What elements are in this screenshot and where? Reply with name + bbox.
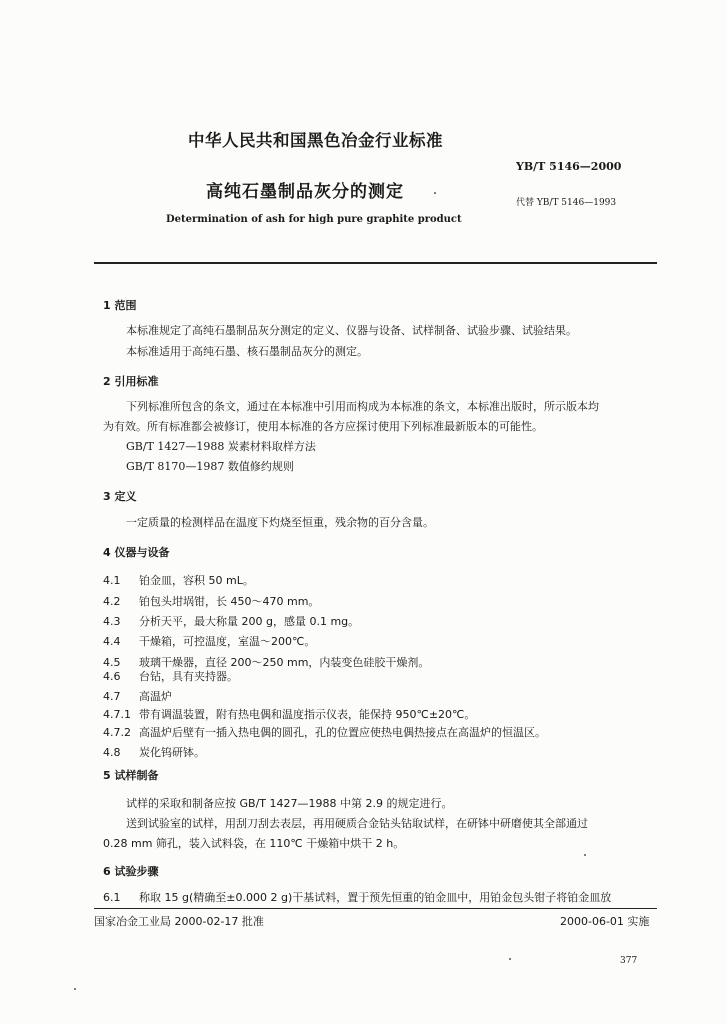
section-2-paragraph-line-2: 为有效。所有标准都会被修订，使用本标准的各方应探讨使用下列标准最新版本的可能性。 [103,420,543,433]
reference-standard-1: GB/T 1427—1988 炭素材料取样方法 [126,440,316,453]
section-5-heading: 5 试样制备 [103,769,159,782]
item-number: 4.6 [103,670,121,683]
item-number: 4.4 [103,635,121,648]
page-number: 377 [620,956,638,966]
item-text: 玻璃干燥器，直径 200～250 mm，内装变色硅胶干燥剂。 [139,656,430,669]
equipment-item [103,724,546,740]
item-number: 4.7 [103,690,121,703]
header-divider [94,262,657,264]
item-text: 台钻，具有夹持器。 [139,670,238,683]
equipment-item [103,744,205,760]
section-2-paragraph-line-1: 下列标准所包含的条文，通过在本标准中引用而构成为本标准的条文，本标准出版时，所示版本均 [126,400,599,413]
item-text: 高温炉后壁有一插入热电偶的圆孔，孔的位置应使热电偶热接点在高温炉的恒温区。 [139,726,546,739]
item-text: 铂金皿，容积 50 mL。 [139,574,254,587]
scan-speck [584,854,586,856]
item-number: 4.3 [103,615,121,628]
equipment-item [103,572,254,588]
item-text: 铂包头坩埚钳，长 450～470 mm。 [139,595,320,608]
scan-speck [74,988,76,990]
item-text: 高温炉 [139,690,172,703]
item-number: 4.7.1 [103,708,131,721]
equipment-item [103,613,359,629]
section-5-paragraph-1: 试样的采取和制备应按 GB/T 1427—1988 中第 2.9 的规定进行。 [126,797,453,810]
step-6-1 [103,889,611,905]
item-number: 4.1 [103,574,121,587]
approval-date: 国家冶金工业局 2000-02-17 批准 [94,915,264,928]
section-5-paragraph-2-line-2: 0.28 mm 筛孔，装入试料袋，在 110℃ 干燥箱中烘干 2 h。 [103,837,405,850]
national-standard-heading: 中华人民共和国黑色冶金行业标准 [188,131,443,150]
step-number: 6.1 [103,891,121,904]
scan-speck [509,958,511,960]
section-6-heading: 6 试验步骤 [103,865,159,878]
replaces-standard: 代替 YB/T 5146—1993 [516,198,617,208]
equipment-item [103,668,238,684]
section-1-heading: 1 范围 [103,299,137,312]
section-4-heading: 4 仪器与设备 [103,546,170,559]
item-number: 4.5 [103,656,121,669]
item-text: 分析天平，最大称量 200 g，感量 0.1 mg。 [139,615,360,628]
standard-number: YB/T 5146—2000 [516,160,622,173]
implementation-date: 2000-06-01 实施 [560,915,650,928]
item-number: 4.8 [103,746,121,759]
item-number: 4.2 [103,595,121,608]
equipment-item [103,593,319,609]
step-text: 称取 15 g(精确至±0.000 2 g)干基试料，置于预先恒重的铂金皿中，用铂金包头钳子将铂金皿放 [139,891,612,904]
section-3-heading: 3 定义 [103,490,137,503]
footer-divider [94,908,657,909]
item-number: 4.7.2 [103,726,131,739]
document-title: 高纯石墨制品灰分的测定 [206,182,404,202]
section-2-heading: 2 引用标准 [103,375,159,388]
section-3-paragraph: 一定质量的检测样品在温度下灼烧至恒重，残余物的百分含量。 [126,516,434,529]
section-1-paragraph-2: 本标准适用于高纯石墨、核石墨制品灰分的测定。 [126,345,368,358]
item-text: 干燥箱，可控温度，室温～200℃。 [139,635,316,648]
equipment-item [103,688,172,704]
scan-speck [434,192,436,194]
item-text: 带有调温装置，附有热电偶和温度指示仪表，能保持 950℃±20℃。 [139,708,476,721]
item-text: 炭化钨研钵。 [139,746,205,759]
reference-standard-2: GB/T 8170—1987 数值修约规则 [126,460,294,473]
equipment-item [103,706,475,722]
equipment-item [103,633,315,649]
english-title: Determination of ash for high pure graphite product [166,214,462,225]
section-5-paragraph-2-line-1: 送到试验室的试样，用刮刀刮去表层，再用硬质合金钻头钻取试样，在研钵中研磨使其全部通过 [126,817,588,830]
section-1-paragraph-1: 本标准规定了高纯石墨制品灰分测定的定义、仪器与设备、试样制备、试验步骤、试验结果。 [126,324,577,337]
